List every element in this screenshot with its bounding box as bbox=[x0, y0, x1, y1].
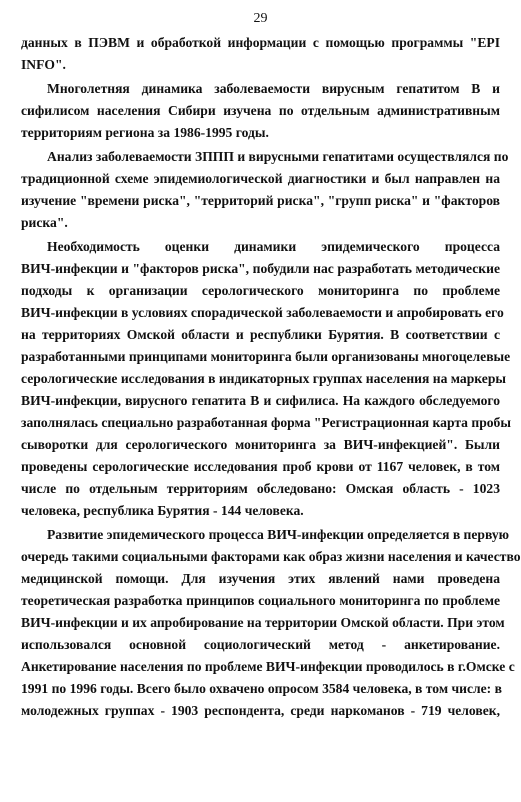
text-line: ВИЧ-инфекции и "факторов риска", побудили нас разработать методические bbox=[21, 261, 500, 276]
text-line: INFO". bbox=[21, 57, 66, 72]
text-line: данных в ПЭВМ и обработкой информации с помощью программы "EPI bbox=[21, 35, 500, 50]
text-line: традиционной схеме эпидемиологической диагностики и был направлен на bbox=[21, 171, 500, 186]
text-line: Многолетняя динамика заболеваемости вирусным гепатитом В и bbox=[47, 81, 500, 96]
text-line: изучение "времени риска", "территорий риска", "групп риска" и "факторов bbox=[21, 193, 500, 208]
text-line: 1991 по 1996 годы. Всего было охвачено опросом 3584 человека, в том числе: в bbox=[21, 681, 502, 696]
text-line: Развитие эпидемического процесса ВИЧ-инфекции определяется в первую bbox=[47, 527, 510, 542]
text-line: сифилисом населения Сибири изучена по отдельным административным bbox=[21, 103, 500, 118]
text-line: проведены серологические исследования проб крови от 1167 человек, в том bbox=[21, 459, 500, 474]
text-line: заполнялась специально разработанная форма "Регистрационная карта пробы bbox=[21, 415, 511, 430]
body-text bbox=[21, 32, 521, 722]
paragraph-dynamics bbox=[21, 78, 500, 144]
text-line: сыворотки для серологического мониторинга за ВИЧ-инфекцией". Были bbox=[21, 437, 500, 452]
paragraph-analysis bbox=[21, 146, 509, 234]
paragraph-epi-info bbox=[21, 32, 500, 76]
text-line: на территориях Омской области и республики Бурятия. В соответствии с bbox=[21, 327, 500, 342]
text-line: молодежных группах - 1903 респондента, среди наркоманов - 719 человек, bbox=[21, 703, 500, 718]
text-line: использовался основной социологический метод - анкетирование. bbox=[21, 637, 500, 652]
text-line: теоретическая разработка принципов социального мониторинга по проблеме bbox=[21, 593, 500, 608]
text-line: очередь такими социальными факторами как образ жизни населения и качество bbox=[21, 549, 521, 564]
text-line: ВИЧ-инфекции и их апробирование на территории Омской области. При этом bbox=[21, 615, 505, 630]
text-line: Анкетирование населения по проблеме ВИЧ-инфекции проводилось в г.Омске с bbox=[21, 659, 515, 674]
text-line: разработанными принципами мониторинга были организованы многоцелевые bbox=[21, 349, 511, 364]
text-line: человека, республика Бурятия - 144 человека. bbox=[21, 503, 304, 518]
paragraph-social-monitoring bbox=[21, 524, 521, 722]
text-line: риска". bbox=[21, 215, 68, 230]
text-line: ВИЧ-инфекции, вирусного гепатита В и сифилиса. На каждого обследуемого bbox=[21, 393, 500, 408]
text-line: числе по отдельным территориям обследовано: Омская область - 1023 bbox=[21, 481, 500, 496]
text-line: медицинской помощи. Для изучения этих явлений нами проведена bbox=[21, 571, 500, 586]
page-number: 29 bbox=[253, 11, 268, 26]
text-line: Необходимость оценки динамики эпидемического процесса bbox=[47, 239, 500, 254]
text-line: серологические исследования в индикаторных группах населения на маркеры bbox=[21, 371, 506, 386]
text-line: подходы к организации серологического мониторинга по проблеме bbox=[21, 283, 500, 298]
text-line: Анализ заболеваемости ЗППП и вирусными гепатитами осуществлялся по bbox=[47, 149, 509, 164]
text-line: территориям региона за 1986-1995 годы. bbox=[21, 125, 269, 140]
text-line: ВИЧ-инфекции в условиях спорадической заболеваемости и апробировать его bbox=[21, 305, 504, 320]
paragraph-serological-monitoring bbox=[21, 236, 511, 522]
